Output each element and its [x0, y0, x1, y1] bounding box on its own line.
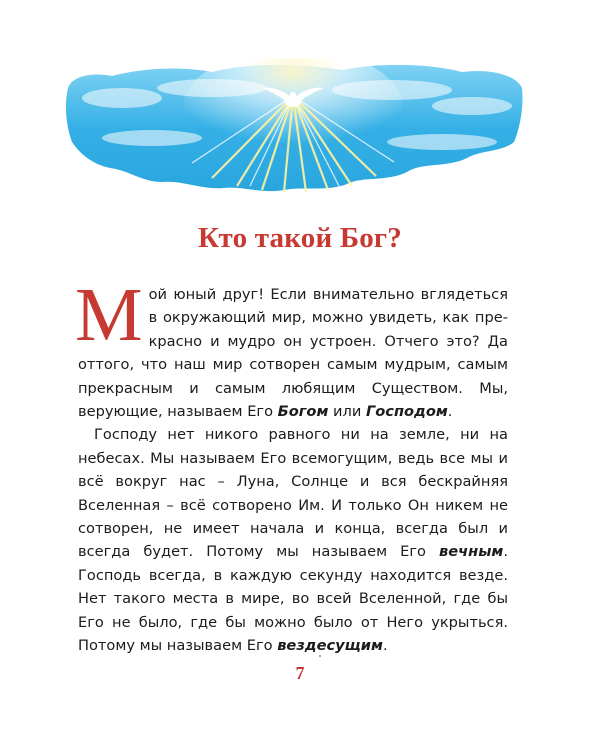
body-text	[75, 273, 508, 658]
page-number: 7	[295, 663, 305, 683]
term-god: Богом	[277, 403, 329, 421]
print-speck	[319, 655, 321, 657]
term-lord: Господом	[365, 403, 448, 421]
sky-dove-illustration	[62, 58, 524, 192]
drop-cap: М	[75, 273, 143, 357]
term-omnipresent: вездесущим	[277, 637, 383, 655]
term-eternal: вечным	[438, 543, 504, 561]
paragraph-2: Господу нет никого равного ни на земле, ни на небесах. Мы называем Его всемогущим, ведь все мы и всё вокруг нас – Луна, Солнце и вся бескрайняя Вселенная – всё сотворено Им. И только Он никем не сотворен, не имеет начала и конца, всегда был и всегда будет. Потому мы называем Его вечным. Господь всегда, в каждую секунду находится везде. Нет такого места в мире, во всей Вселенной, где бы Его не было, где бы можно было от Него укрыться. Потому мы называем Его вездесущим.	[78, 426, 508, 655]
paragraph-1: Мой юный друг! Если внимательно вглядеться в окружающий мир, можно увидеть, как прекрасно и мудро он устроен. Отчего это? Да оттого, что наш мир сотворен самым мудрым, самым прекрасным и самым любящим Существом. Мы, верующие, называем Его Богом или Господом.	[75, 273, 508, 421]
page-title: Кто такой Бог?	[198, 222, 402, 254]
